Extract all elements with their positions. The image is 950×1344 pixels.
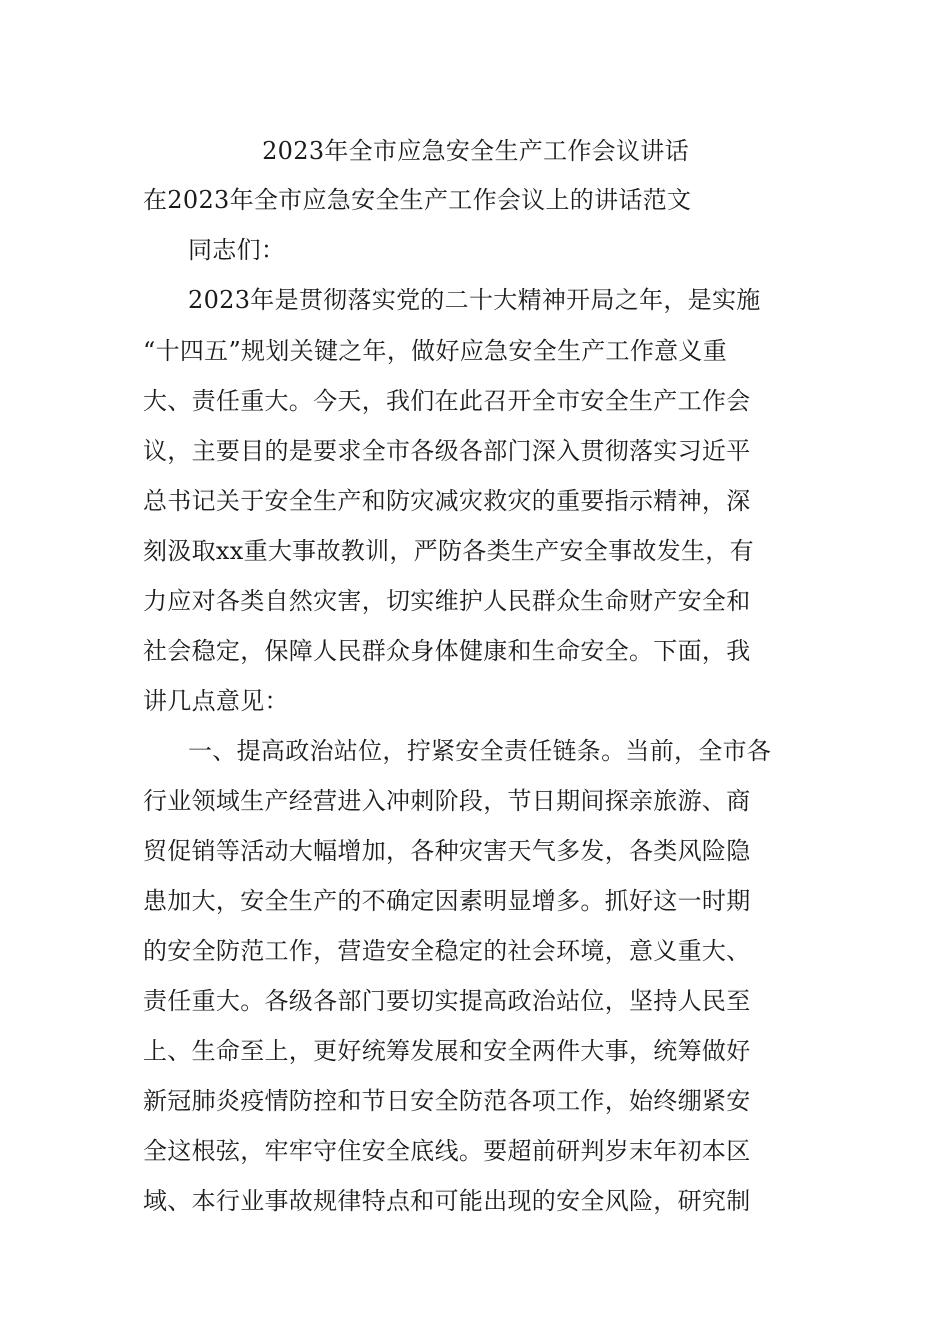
body-line: 行业领域生产经营进入冲刺阶段，节日期间探亲旅游、商	[143, 787, 751, 815]
body-line: 力应对各类自然灾害，切实维护人民群众生命财产安全和	[143, 587, 751, 615]
body-line: 2023年是贯彻落实党的二十大精神开局之年，是实施	[188, 286, 761, 314]
document-title: 2023年全市应急安全生产工作会议讲话	[262, 137, 689, 165]
document-subtitle: 在2023年全市应急安全生产工作会议上的讲话范文	[143, 186, 692, 214]
body-line: 贸促销等活动大幅增加，各种灾害天气多发，各类风险隐	[143, 837, 751, 865]
body-line: 讲几点意见：	[143, 687, 289, 715]
body-line: 议，主要目的是要求全市各级各部门深入贯彻落实习近平	[143, 437, 751, 465]
body-line: 社会稳定，保障人民群众身体健康和生命安全。下面，我	[143, 637, 751, 665]
body-line: 刻汲取xx重大事故教训，严防各类生产安全事故发生，有	[143, 537, 754, 565]
body-line: 大、责任重大。今天，我们在此召开全市安全生产工作会	[143, 387, 751, 415]
body-line: 总书记关于安全生产和防灾减灾救灾的重要指示精神，深	[143, 487, 751, 515]
body-line: 患加大，安全生产的不确定因素明显增多。抓好这一时期	[143, 887, 751, 915]
body-line: “十四五”规划关键之年，做好应急安全生产工作意义重	[143, 337, 728, 365]
body-line: 的安全防范工作，营造安全稳定的社会环境，意义重大、	[143, 937, 751, 965]
salutation: 同志们：	[188, 236, 286, 264]
body-line: 一、提高政治站位，拧紧安全责任链条。当前，全市各	[188, 737, 772, 765]
body-line: 全这根弦，牢牢守住安全底线。要超前研判岁末年初本区	[143, 1137, 751, 1165]
body-line: 新冠肺炎疫情防控和节日安全防范各项工作，始终绷紧安	[143, 1087, 751, 1115]
body-line: 域、本行业事故规律特点和可能出现的安全风险，研究制	[143, 1187, 751, 1215]
body-line: 责任重大。各级各部门要切实提高政治站位，坚持人民至	[143, 987, 751, 1015]
body-line: 上、生命至上，更好统筹发展和安全两件大事，统筹做好	[143, 1037, 751, 1065]
